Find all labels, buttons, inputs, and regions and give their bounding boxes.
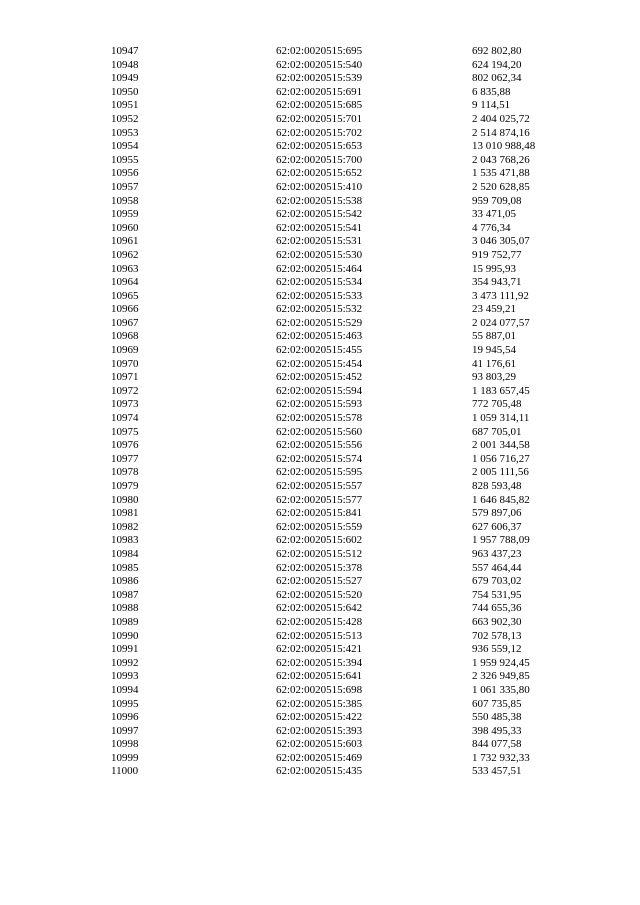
row-number: 10992 (111, 656, 139, 669)
row-number: 10991 (111, 643, 139, 656)
table-row (0, 575, 640, 589)
cadastral-value: 23 459,21 (472, 303, 516, 316)
cadastral-value-table (0, 45, 640, 779)
table-row (0, 263, 640, 277)
cadastral-value: 1 535 471,88 (472, 167, 530, 180)
row-number: 10988 (111, 602, 139, 615)
cadastral-number: 62:02:0020515:454 (276, 357, 363, 370)
cadastral-value: 1 056 716,27 (472, 452, 530, 465)
cadastral-value: 802 062,34 (472, 72, 522, 85)
cadastral-number: 62:02:0020515:540 (276, 58, 363, 71)
row-number: 10982 (111, 520, 139, 533)
cadastral-value: 624 194,20 (472, 58, 522, 71)
cadastral-number: 62:02:0020515:529 (276, 316, 363, 329)
cadastral-number: 62:02:0020515:534 (276, 276, 363, 289)
cadastral-value: 9 114,51 (472, 99, 511, 112)
cadastral-number: 62:02:0020515:512 (276, 547, 363, 560)
cadastral-value: 6 835,88 (472, 85, 511, 98)
table-row (0, 208, 640, 222)
row-number: 10964 (111, 276, 139, 289)
table-row (0, 698, 640, 712)
table-row (0, 711, 640, 725)
cadastral-value: 2 001 344,58 (472, 439, 530, 452)
row-number: 10996 (111, 711, 139, 724)
table-row (0, 521, 640, 535)
cadastral-number: 62:02:0020515:435 (276, 765, 363, 778)
cadastral-number: 62:02:0020515:557 (276, 480, 363, 492)
row-number: 10985 (111, 561, 139, 574)
table-row (0, 657, 640, 671)
cadastral-value: 828 593,48 (472, 480, 522, 492)
row-number: 10972 (111, 384, 139, 397)
cadastral-value: 1 959 924,45 (472, 656, 530, 669)
row-number: 10973 (111, 398, 139, 411)
table-row (0, 249, 640, 263)
cadastral-value: 2 520 628,85 (472, 180, 530, 193)
table-row (0, 548, 640, 562)
row-number: 10962 (111, 248, 139, 261)
row-number: 10993 (111, 670, 139, 683)
table-row (0, 344, 640, 358)
table-row (0, 738, 640, 752)
table-row (0, 412, 640, 426)
row-number: 10984 (111, 547, 139, 560)
table-row (0, 602, 640, 616)
row-number: 10999 (111, 751, 139, 764)
cadastral-value: 663 902,30 (472, 615, 522, 628)
table-row (0, 684, 640, 698)
row-number: 10952 (111, 112, 139, 125)
table-row (0, 358, 640, 372)
table-row (0, 765, 640, 779)
table-row (0, 140, 640, 154)
cadastral-value: 963 437,23 (472, 547, 522, 560)
cadastral-number: 62:02:0020515:452 (276, 371, 363, 384)
table-row (0, 330, 640, 344)
cadastral-value: 1 183 657,45 (472, 384, 530, 397)
cadastral-number: 62:02:0020515:421 (276, 643, 363, 656)
table-row (0, 616, 640, 630)
table-row (0, 222, 640, 236)
table-row (0, 725, 640, 739)
row-number: 10947 (111, 45, 139, 57)
cadastral-value: 1 957 788,09 (472, 534, 530, 547)
cadastral-number: 62:02:0020515:538 (276, 194, 363, 207)
cadastral-value: 41 176,61 (472, 357, 516, 370)
row-number: 10955 (111, 153, 139, 166)
cadastral-value: 3 473 111,92 (472, 289, 529, 302)
cadastral-number: 62:02:0020515:602 (276, 534, 363, 547)
cadastral-value: 679 703,02 (472, 575, 522, 588)
cadastral-number: 62:02:0020515:556 (276, 439, 363, 452)
cadastral-value: 579 897,06 (472, 507, 522, 520)
row-number: 10956 (111, 167, 139, 180)
row-number: 10987 (111, 588, 139, 601)
cadastral-value: 2 043 768,26 (472, 153, 530, 166)
row-number: 10981 (111, 507, 139, 520)
cadastral-number: 62:02:0020515:595 (276, 466, 363, 479)
cadastral-value: 702 578,13 (472, 629, 522, 642)
cadastral-value: 744 655,36 (472, 602, 522, 615)
cadastral-number: 62:02:0020515:578 (276, 412, 363, 425)
row-number: 10958 (111, 194, 139, 207)
row-number: 10994 (111, 683, 139, 696)
cadastral-number: 62:02:0020515:653 (276, 140, 363, 153)
row-number: 10980 (111, 493, 139, 506)
cadastral-value: 550 485,38 (472, 711, 522, 724)
row-number: 10975 (111, 425, 139, 438)
cadastral-number: 62:02:0020515:422 (276, 711, 363, 724)
table-row (0, 127, 640, 141)
cadastral-number: 62:02:0020515:700 (276, 153, 363, 166)
row-number: 10995 (111, 697, 139, 710)
table-row (0, 398, 640, 412)
cadastral-number: 62:02:0020515:642 (276, 602, 363, 615)
cadastral-number: 62:02:0020515:542 (276, 208, 363, 221)
cadastral-value: 354 943,71 (472, 276, 522, 289)
cadastral-number: 62:02:0020515:539 (276, 72, 363, 85)
table-row (0, 290, 640, 304)
cadastral-number: 62:02:0020515:464 (276, 262, 363, 275)
row-number: 10963 (111, 262, 139, 275)
cadastral-value: 33 471,05 (472, 208, 516, 221)
cadastral-number: 62:02:0020515:378 (276, 561, 363, 574)
cadastral-value: 844 077,58 (472, 738, 522, 751)
table-row (0, 371, 640, 385)
cadastral-number: 62:02:0020515:701 (276, 112, 363, 125)
table-row (0, 303, 640, 317)
table-row (0, 562, 640, 576)
cadastral-number: 62:02:0020515:541 (276, 221, 363, 234)
table-row (0, 385, 640, 399)
row-number: 10949 (111, 72, 139, 85)
row-number: 10989 (111, 615, 139, 628)
row-number: 10965 (111, 289, 139, 302)
cadastral-value: 2 404 025,72 (472, 112, 530, 125)
cadastral-number: 62:02:0020515:652 (276, 167, 363, 180)
row-number: 10976 (111, 439, 139, 452)
cadastral-value: 557 464,44 (472, 561, 522, 574)
cadastral-value: 1 061 335,80 (472, 683, 530, 696)
row-number: 10979 (111, 480, 139, 492)
cadastral-number: 62:02:0020515:513 (276, 629, 363, 642)
table-row (0, 195, 640, 209)
row-number: 10974 (111, 412, 139, 425)
cadastral-number: 62:02:0020515:574 (276, 452, 363, 465)
cadastral-number: 62:02:0020515:695 (276, 45, 363, 57)
cadastral-value: 2 326 949,85 (472, 670, 530, 683)
cadastral-number: 62:02:0020515:577 (276, 493, 363, 506)
cadastral-value: 93 803,29 (472, 371, 516, 384)
cadastral-number: 62:02:0020515:520 (276, 588, 363, 601)
cadastral-value: 2 024 077,57 (472, 316, 530, 329)
row-number: 10950 (111, 85, 139, 98)
row-number: 10966 (111, 303, 139, 316)
cadastral-value: 607 735,85 (472, 697, 522, 710)
row-number: 10967 (111, 316, 139, 329)
cadastral-number: 62:02:0020515:532 (276, 303, 363, 316)
row-number: 10951 (111, 99, 139, 112)
cadastral-number: 62:02:0020515:530 (276, 248, 363, 261)
cadastral-value: 1 059 314,11 (472, 412, 530, 425)
table-row (0, 167, 640, 181)
table-row (0, 466, 640, 480)
cadastral-value: 398 495,33 (472, 724, 522, 737)
cadastral-value: 4 776,34 (472, 221, 511, 234)
row-number: 10998 (111, 738, 139, 751)
cadastral-number: 62:02:0020515:691 (276, 85, 363, 98)
row-number: 11000 (111, 765, 139, 778)
cadastral-number: 62:02:0020515:531 (276, 235, 363, 248)
table-row (0, 45, 640, 59)
table-row (0, 643, 640, 657)
table-row (0, 752, 640, 766)
table-row (0, 181, 640, 195)
cadastral-number: 62:02:0020515:428 (276, 615, 363, 628)
row-number: 10959 (111, 208, 139, 221)
cadastral-value: 55 887,01 (472, 330, 516, 343)
table-row (0, 99, 640, 113)
table-row (0, 589, 640, 603)
row-number: 10970 (111, 357, 139, 370)
cadastral-value: 627 606,37 (472, 520, 522, 533)
table-row (0, 480, 640, 494)
table-row (0, 154, 640, 168)
table-row (0, 670, 640, 684)
cadastral-value: 919 752,77 (472, 248, 522, 261)
table-row (0, 113, 640, 127)
cadastral-number: 62:02:0020515:463 (276, 330, 363, 343)
row-number: 10948 (111, 58, 139, 71)
table-row (0, 534, 640, 548)
row-number: 10983 (111, 534, 139, 547)
cadastral-number: 62:02:0020515:685 (276, 99, 363, 112)
cadastral-value: 2 514 874,16 (472, 126, 530, 139)
cadastral-value: 1 646 845,82 (472, 493, 530, 506)
row-number: 10997 (111, 724, 139, 737)
table-row (0, 439, 640, 453)
cadastral-value: 959 709,08 (472, 194, 522, 207)
row-number: 10986 (111, 575, 139, 588)
cadastral-value: 3 046 305,07 (472, 235, 530, 248)
cadastral-value: 13 010 988,48 (472, 140, 536, 153)
table-row (0, 507, 640, 521)
cadastral-value: 2 005 111,56 (472, 466, 529, 479)
cadastral-number: 62:02:0020515:385 (276, 697, 363, 710)
table-row (0, 453, 640, 467)
cadastral-number: 62:02:0020515:393 (276, 724, 363, 737)
cadastral-number: 62:02:0020515:560 (276, 425, 363, 438)
cadastral-number: 62:02:0020515:698 (276, 683, 363, 696)
row-number: 10971 (111, 371, 139, 384)
cadastral-number: 62:02:0020515:469 (276, 751, 363, 764)
table-row (0, 630, 640, 644)
cadastral-value: 533 457,51 (472, 765, 522, 778)
cadastral-value: 15 995,93 (472, 262, 516, 275)
table-row (0, 317, 640, 331)
cadastral-value: 692 802,80 (472, 45, 522, 57)
table-row (0, 59, 640, 73)
cadastral-number: 62:02:0020515:641 (276, 670, 363, 683)
cadastral-number: 62:02:0020515:410 (276, 180, 363, 193)
cadastral-value: 754 531,95 (472, 588, 522, 601)
table-row (0, 86, 640, 100)
table-row (0, 426, 640, 440)
row-number: 10969 (111, 344, 139, 357)
cadastral-number: 62:02:0020515:394 (276, 656, 363, 669)
cadastral-value: 772 705,48 (472, 398, 522, 411)
cadastral-number: 62:02:0020515:594 (276, 384, 363, 397)
row-number: 10960 (111, 221, 139, 234)
cadastral-value: 936 559,12 (472, 643, 522, 656)
row-number: 10957 (111, 180, 139, 193)
cadastral-number: 62:02:0020515:603 (276, 738, 363, 751)
row-number: 10954 (111, 140, 139, 153)
row-number: 10978 (111, 466, 139, 479)
table-row (0, 72, 640, 86)
table-row (0, 494, 640, 508)
row-number: 10968 (111, 330, 139, 343)
cadastral-number: 62:02:0020515:559 (276, 520, 363, 533)
cadastral-value: 687 705,01 (472, 425, 522, 438)
table-row (0, 276, 640, 290)
row-number: 10953 (111, 126, 139, 139)
table-row (0, 235, 640, 249)
cadastral-number: 62:02:0020515:455 (276, 344, 363, 357)
row-number: 10977 (111, 452, 139, 465)
cadastral-number: 62:02:0020515:527 (276, 575, 363, 588)
cadastral-number: 62:02:0020515:593 (276, 398, 363, 411)
cadastral-number: 62:02:0020515:533 (276, 289, 363, 302)
row-number: 10961 (111, 235, 139, 248)
row-number: 10990 (111, 629, 139, 642)
cadastral-number: 62:02:0020515:702 (276, 126, 363, 139)
cadastral-value: 1 732 932,33 (472, 751, 530, 764)
cadastral-value: 19 945,54 (472, 344, 516, 357)
cadastral-number: 62:02:0020515:841 (276, 507, 363, 520)
